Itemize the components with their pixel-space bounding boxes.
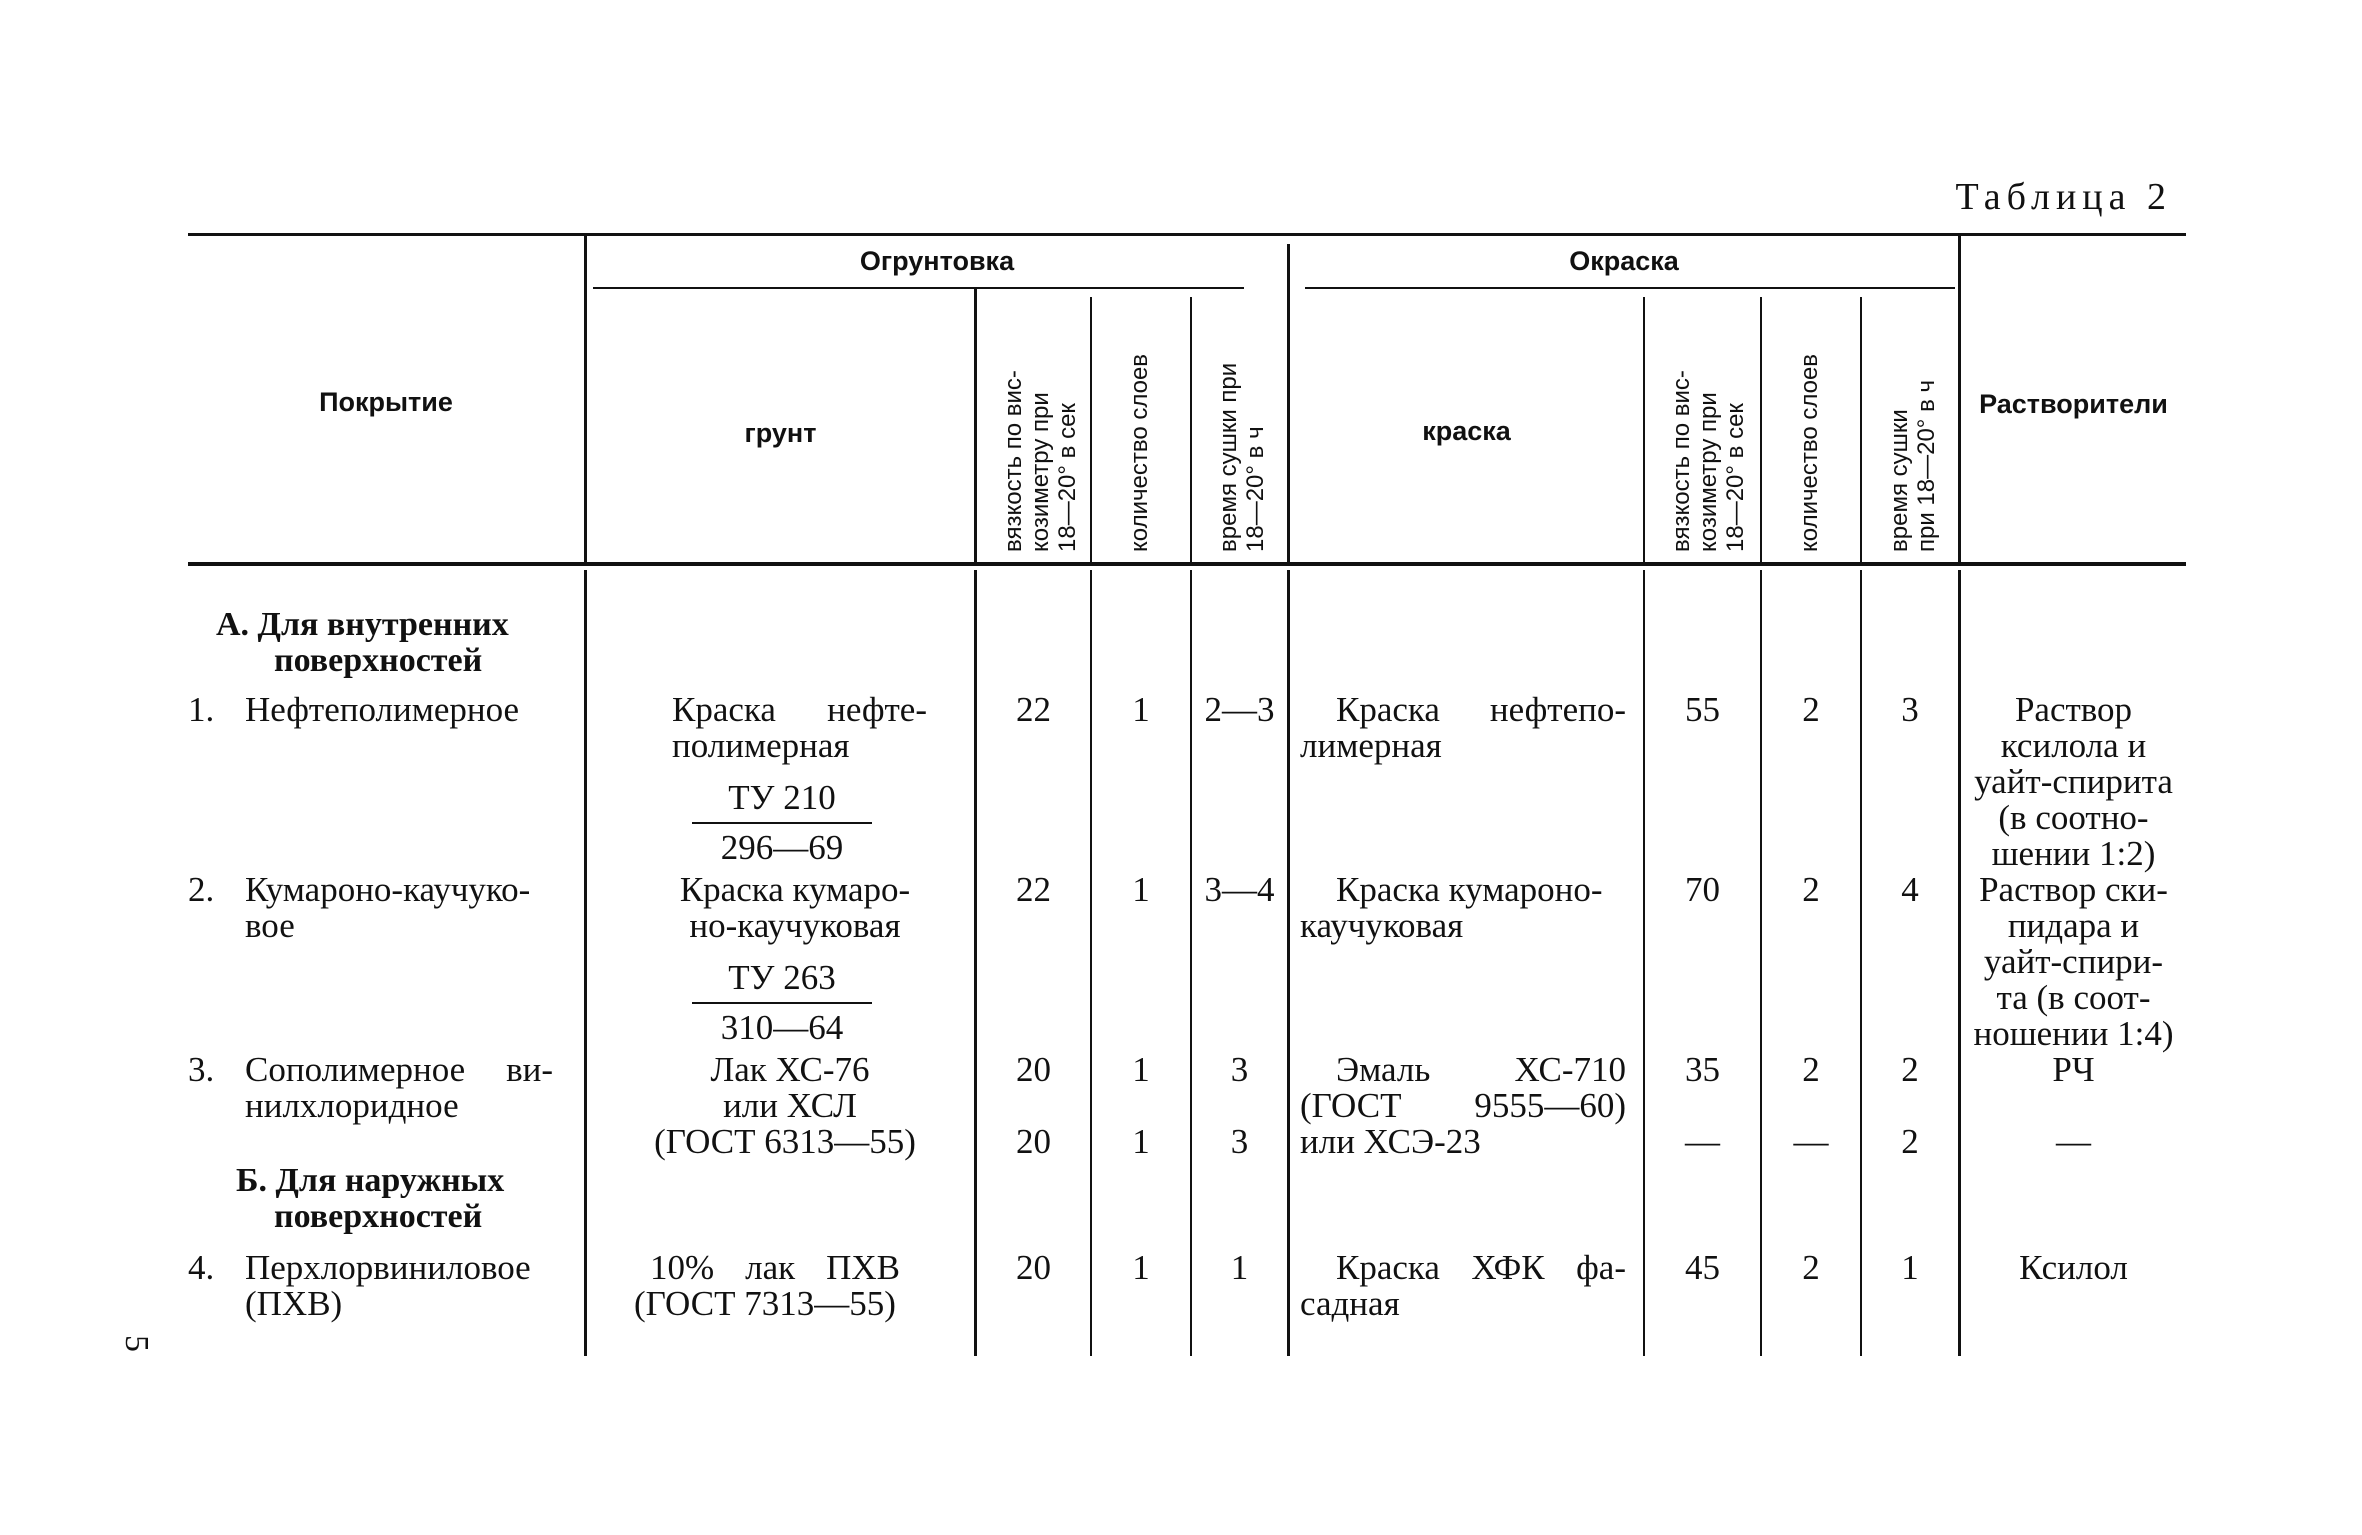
header-coating: Покрытие	[319, 387, 453, 417]
priming-viscosity: 20	[1016, 1050, 1051, 1089]
header-primer: грунт	[744, 418, 817, 448]
divider	[1643, 297, 1645, 562]
divider	[584, 570, 587, 1356]
painting-layers: 2	[1802, 1248, 1820, 1287]
coating-name: Кумароно-каучуко- вое	[245, 870, 531, 945]
paint-name: Краска нефтепо- лимерная	[1300, 690, 1626, 765]
priming-viscosity: 22	[1016, 870, 1051, 909]
solvent: Раствор ски- пидара и уайт-спири- та (в соот- ношении 1:4)	[1973, 870, 2174, 1053]
divider	[1860, 570, 1862, 1356]
divider	[1287, 570, 1290, 1356]
solvent: РЧ	[2052, 1050, 2095, 1089]
painting-drying: 2	[1901, 1122, 1919, 1161]
paint-name: Эмаль ХС-710 (ГОСТ 9555—60) или ХСЭ-23	[1300, 1050, 1626, 1161]
header-priming-viscosity: вязкость по вис- козиметру при 18—20° в сек	[1000, 370, 1081, 552]
divider	[1090, 570, 1092, 1356]
divider	[1190, 297, 1192, 562]
painting-drying: 3	[1901, 690, 1919, 729]
coating-name: Нефтеполимерное	[245, 690, 520, 729]
divider	[1760, 297, 1762, 562]
coating-name: Перхлорвиниловое (ПХВ)	[245, 1248, 531, 1323]
row-number: 3.	[188, 1050, 215, 1089]
header-priming: Огрунтовка	[859, 246, 1015, 276]
divider	[1643, 570, 1645, 1356]
painting-viscosity: 35	[1685, 1050, 1720, 1089]
solvent: Раствор ксилола и уайт-спирита (в соотно- шении 1:2)	[1974, 690, 2173, 873]
priming-viscosity: 20	[1016, 1248, 1051, 1287]
section-b-heading: Б. Для наружных поверхностей	[236, 1162, 505, 1235]
row-number: 1.	[188, 690, 215, 729]
divider	[974, 289, 977, 562]
painting-layers: 2	[1802, 690, 1820, 729]
header-painting: Окраска	[1569, 246, 1679, 276]
divider	[1760, 570, 1762, 1356]
header-bottom-rule	[188, 562, 2186, 566]
header-priming-drying: время сушки при 18—20° в ч	[1215, 362, 1269, 552]
header-painting-drying: время сушки при 18—20° в ч	[1886, 380, 1940, 552]
priming-viscosity: 20	[1016, 1122, 1051, 1161]
priming-layers: 1	[1132, 1050, 1150, 1089]
header-solvents: Растворители	[1979, 389, 2168, 419]
painting-underline	[1305, 287, 1955, 289]
priming-layers: 1	[1132, 1248, 1150, 1287]
divider	[1190, 570, 1192, 1356]
header-painting-layers: количество слоев	[1796, 353, 1823, 552]
row-number: 2.	[188, 870, 215, 909]
painting-viscosity: —	[1685, 1122, 1720, 1161]
priming-drying: 3	[1230, 1122, 1249, 1161]
primer-name: 10% лак ПХВ (ГОСТ 7313—55)	[634, 1248, 900, 1323]
painting-layers: 2	[1802, 870, 1820, 909]
priming-layers: 1	[1132, 690, 1150, 729]
painting-drying: 1	[1901, 1248, 1919, 1287]
priming-drying: 2—3	[1204, 690, 1275, 729]
header-paint: краска	[1422, 416, 1511, 446]
header-priming-layers: количество слоев	[1126, 353, 1153, 552]
primer-name: Краска кумаро- но-каучуковая	[679, 870, 911, 945]
header-painting-viscosity: вязкость по вис- козиметру при 18—20° в сек	[1668, 370, 1749, 552]
divider	[1090, 297, 1092, 562]
painting-viscosity: 45	[1685, 1248, 1720, 1287]
paint-name: Краска ХФК фа- садная	[1300, 1248, 1626, 1323]
priming-drying: 3—4	[1204, 870, 1275, 909]
coating-name: Сополимерное ви- нилхлоридное	[245, 1050, 553, 1125]
divider	[1287, 244, 1290, 562]
primer-tu-fraction: ТУ 263 310—64	[692, 960, 872, 1046]
solvent: —	[2056, 1122, 2091, 1161]
priming-drying: 1	[1230, 1248, 1249, 1287]
priming-underline	[593, 287, 1244, 289]
solvent: Ксилол	[2019, 1248, 2128, 1287]
section-a-heading: А. Для внутренних поверхностей	[216, 606, 509, 679]
painting-layers: 2	[1802, 1050, 1820, 1089]
table-title: Таблица 2	[1955, 176, 2172, 218]
priming-drying: 3	[1230, 1050, 1249, 1089]
divider	[584, 236, 587, 562]
top-rule	[188, 233, 2186, 236]
divider	[1860, 297, 1862, 562]
row-number: 4.	[188, 1248, 215, 1287]
painting-drying: 2	[1901, 1050, 1919, 1089]
primer-name: Лак ХС-76 или ХСЛ (ГОСТ 6313—55)	[654, 1050, 916, 1161]
painting-layers: —	[1793, 1122, 1829, 1161]
priming-layers: 1	[1132, 870, 1150, 909]
priming-viscosity: 22	[1016, 690, 1051, 729]
painting-drying: 4	[1901, 870, 1919, 909]
priming-layers: 1	[1132, 1122, 1150, 1161]
primer-name: Краска нефте- полимерная	[672, 690, 927, 765]
painting-viscosity: 55	[1685, 690, 1720, 729]
divider	[974, 570, 977, 1356]
painting-viscosity: 70	[1685, 870, 1720, 909]
page-number: 5	[118, 1335, 155, 1352]
primer-tu-fraction: ТУ 210 296—69	[692, 780, 872, 866]
paint-name: Краска кумароно- каучуковая	[1300, 870, 1603, 945]
